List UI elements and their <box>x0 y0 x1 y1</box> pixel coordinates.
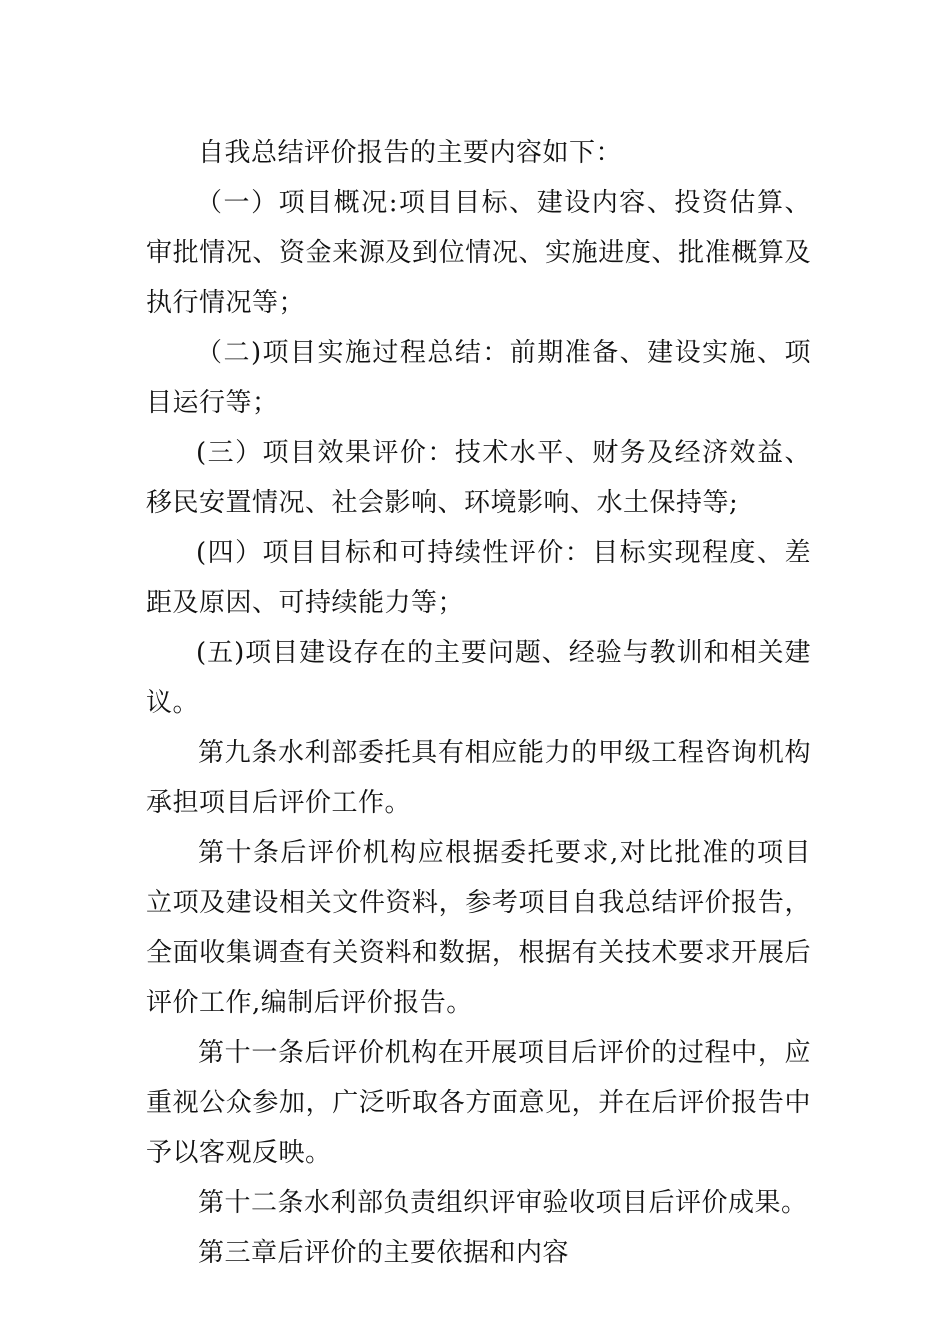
paragraph-article-12: 第十二条水利部负责组织评审验收项目后评价成果。 <box>198 1188 808 1218</box>
paragraph-article-9: 第九条水利部委托具有相应能力的甲级工程咨询机构承担项目后评价工作。 <box>146 738 811 818</box>
paragraph-intro: 自我总结评价报告的主要内容如下： <box>198 138 623 168</box>
paragraph-article-10: 第十条后评价机构应根据委托要求,对比批准的项目立项及建设相关文件资料，参考项目自我总结评价报告，全面收集调查有关资料和数据，根据有关技术要求开展后评价工作,编制后评价报告。 <box>146 838 811 1018</box>
paragraph-item-2: （二)项目实施过程总结：前期准备、建设实施、项目运行等； <box>146 338 811 418</box>
paragraph-item-1: （一）项目概况:项目目标、建设内容、投资估算、审批情况、资金来源及到位情况、实施进度、批准概算及执行情况等； <box>146 188 811 318</box>
paragraph-article-11: 第十一条后评价机构在开展项目后评价的过程中，应重视公众参加，广泛听取各方面意见，并在后评价报告中予以客观反映。 <box>146 1038 811 1168</box>
paragraph-item-4: (四）项目目标和可持续性评价：目标实现程度、差距及原因、可持续能力等； <box>146 538 811 618</box>
document-body <box>146 128 811 1278</box>
chapter-heading: 第三章后评价的主要依据和内容 <box>198 1238 570 1268</box>
paragraph-item-3: (三）项目效果评价：技术水平、财务及经济效益、移民安置情况、社会影响、环境影响、水土保持等; <box>146 438 811 518</box>
paragraph-item-5: (五)项目建设存在的主要问题、经验与教训和相关建议。 <box>146 638 811 718</box>
